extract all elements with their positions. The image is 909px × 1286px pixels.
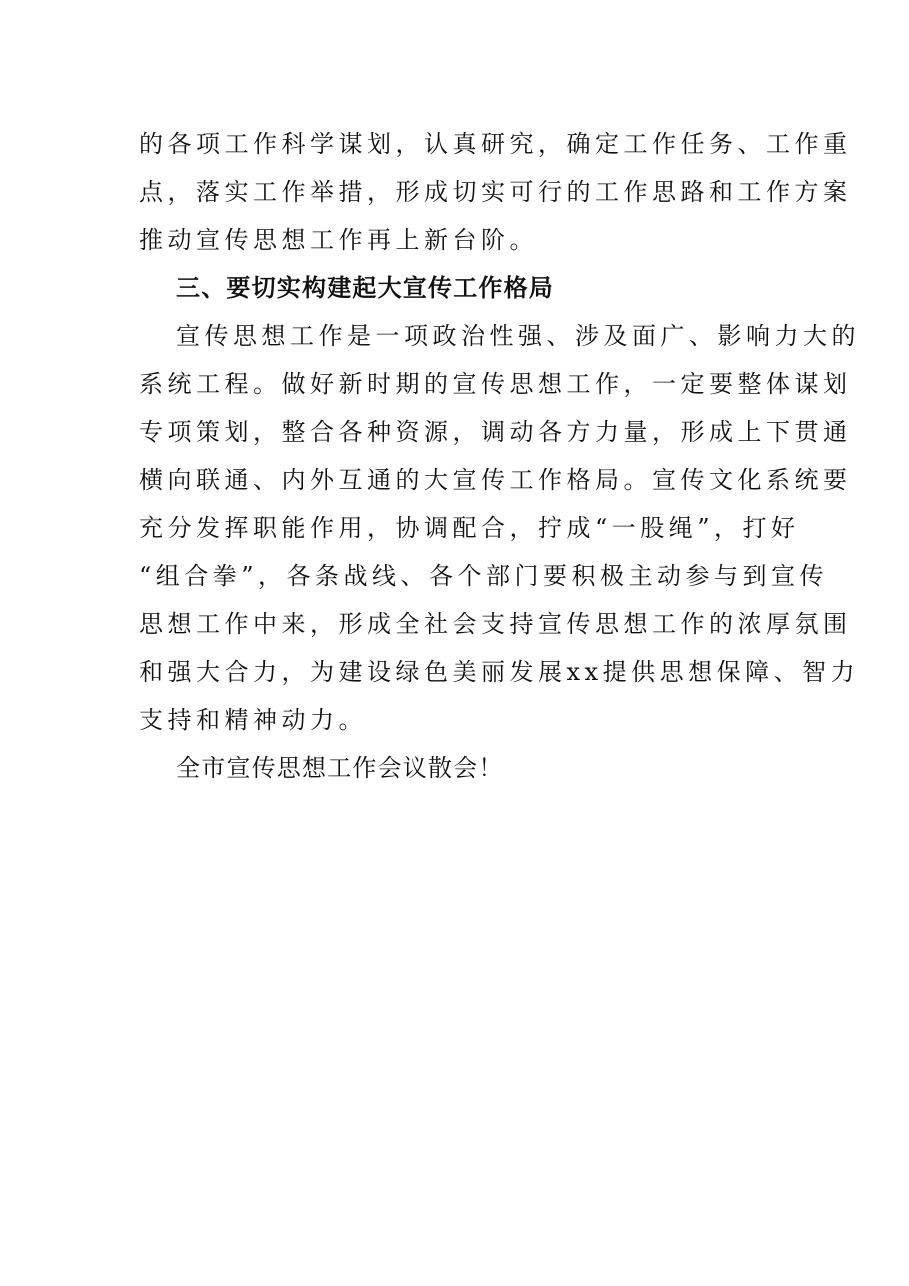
paragraph-line: 系统工程。做好新时期的宣传思想工作，一定要整体谋划	[139, 370, 852, 398]
paragraph-line: 点，落实工作举措，形成切实可行的工作思路和工作方案	[139, 178, 852, 206]
paragraph-line: 思想工作中来，形成全社会支持宣传思想工作的浓厚氛围	[139, 610, 852, 638]
paragraph-continuation	[139, 120, 852, 264]
paragraph-line: “组合拳”，各条战线、各个部门要积极主动参与到宣传	[139, 562, 829, 590]
paragraph-line: 推动宣传思想工作再上新台阶。	[139, 226, 538, 254]
paragraph-section-three	[139, 312, 860, 744]
paragraph-line: 支持和精神动力。	[139, 706, 367, 734]
paragraph-line: 宣传思想工作是一项政治性强、涉及面广、影响力大的	[176, 322, 860, 350]
document-body	[139, 120, 860, 792]
paragraph-line: 充分发挥职能作用，协调配合，拧成“一股绳”，打好	[139, 514, 800, 542]
paragraph-line: 专项策划，整合各种资源，调动各方力量，形成上下贯通	[139, 418, 852, 446]
paragraph-line: 横向联通、内外互通的大宣传工作格局。宣传文化系统要	[139, 466, 852, 494]
closing-statement: 全市宣传思想工作会议散会！	[176, 754, 504, 782]
section-heading: 三、要切实构建起大宣传工作格局	[176, 274, 554, 302]
paragraph-line: 和强大合力，为建设绿色美丽发展xx提供思想保障、智力	[139, 658, 860, 686]
paragraph-line: 的各项工作科学谋划，认真研究，确定工作任务、工作重	[139, 130, 852, 158]
